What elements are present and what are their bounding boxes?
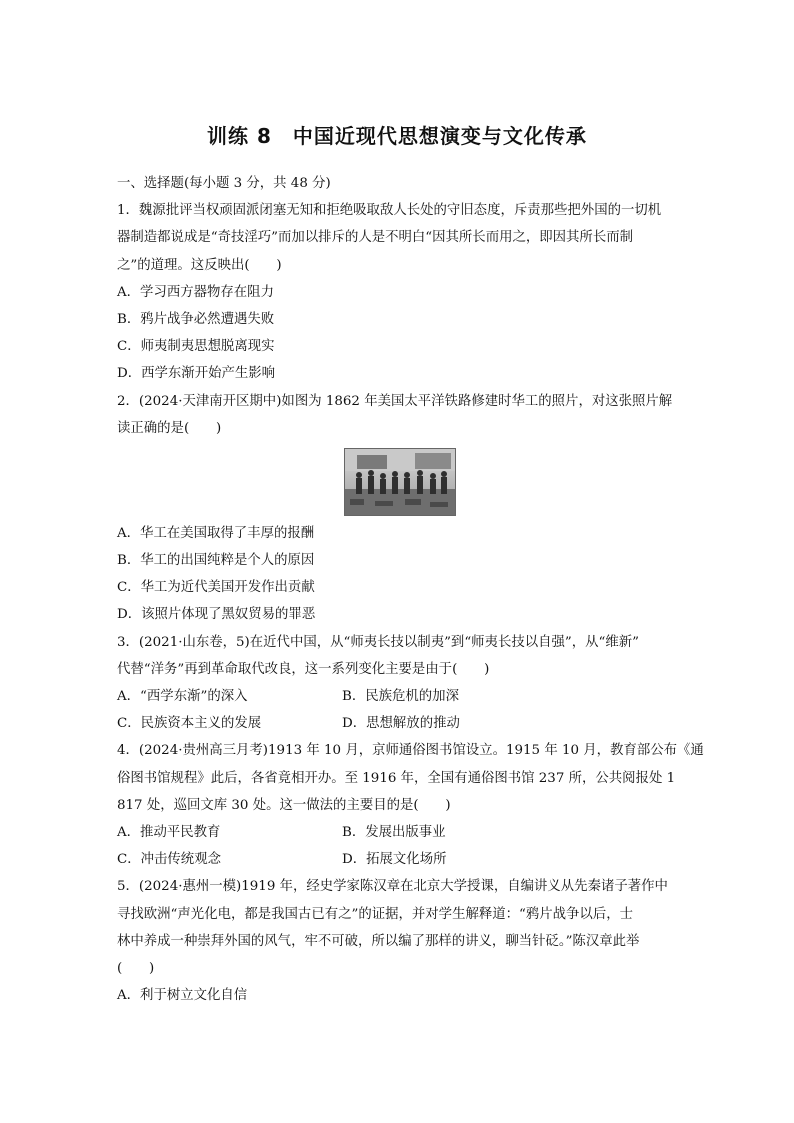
option-a: A．学习西方器物存在阻力 [117, 284, 274, 300]
option-d: D．该照片体现了黑奴贸易的罪恶 [117, 607, 316, 623]
option-c: C．师夷制夷思想脱离现实 [117, 339, 275, 355]
railroad-workers-photo [344, 448, 456, 516]
question-3 [117, 629, 682, 738]
question-text: 寻找欧洲“声光化电，都是我国古已有之”的证据，并对学生解释道：“鸦片战争以后，士 [117, 906, 633, 922]
option-b: B．民族危机的加深 [342, 689, 459, 704]
option-c: C．民族资本主义的发展 [117, 716, 262, 732]
photo-container [117, 442, 682, 520]
question-text: 5．(2024·惠州一模)1919 年，经史学家陈汉章在北京大学授课，自编讲义从先秦诸子著作中 [117, 879, 668, 895]
question-text: 代替“洋务”再到革命取代改良，这一系列变化主要是由于( ) [117, 661, 490, 677]
question-text: 器制造都说成是“奇技淫巧”而加以排斥的人是不明白“因其所长而用之，即因其所长而制 [117, 230, 633, 246]
option-a: A．推动平民教育 [117, 824, 221, 840]
option-a: A．利于树立文化自信 [117, 988, 248, 1004]
question-text: 1．魏源批评当权顽固派闭塞无知和拒绝吸取敌人长处的守旧态度，斥责那些把外国的一切机 [117, 203, 662, 219]
question-text: 之”的道理。这反映出( ) [117, 257, 282, 273]
question-text: 4．(2024·贵州高三月考)1913 年 10 月，京师通俗图书馆设立。1915 年 10 月，教育部公布《通 [117, 743, 704, 759]
question-5 [117, 873, 682, 1009]
option-b: B．鸦片战争必然遭遇失败 [117, 311, 275, 327]
option-b: B．发展出版事业 [342, 824, 446, 840]
question-text: 817 处，巡回文库 30 处。这一做法的主要目的是( ) [117, 797, 451, 813]
question-text: 2．(2024·天津南开区期中)如图为 1862 年美国太平洋铁路修建时华工的照片，对这张照片解 [117, 393, 673, 409]
question-1 [117, 197, 682, 387]
question-2 [117, 388, 682, 629]
question-text: 俗图书馆规程》此后，各省竟相开办。至 1916 年，全国有通俗图书馆 237 所，公共阅报处 1 [117, 770, 676, 786]
page-title: 训练 8 中国近现代思想演变与文化传承 [207, 124, 587, 148]
option-row [117, 819, 682, 846]
option-b: B．华工的出国纯粹是个人的原因 [117, 553, 315, 569]
content [117, 170, 704, 1009]
option-c: C．冲击传统观念 [117, 852, 221, 868]
section-heading: 一、选择题(每小题 3 分，共 48 分) [117, 176, 331, 191]
option-d: D．西学东渐开始产生影响 [117, 366, 276, 382]
option-a: A．“西学东渐”的深入 [117, 689, 248, 704]
question-text: 林中养成一种崇拜外国的风气，牢不可破，所以编了那样的讲义，聊当针砭。”陈汉章此举 [117, 933, 640, 949]
question-text: ( ) [117, 960, 155, 976]
option-d: D．拓展文化场所 [342, 852, 447, 868]
question-text: 读正确的是( ) [117, 420, 222, 436]
option-row [117, 846, 682, 873]
option-a: A．华工在美国取得了丰厚的报酬 [117, 525, 315, 541]
option-d: D．思想解放的推动 [342, 716, 460, 732]
option-row [117, 710, 682, 737]
question-text: 3．(2021·山东卷，5)在近代中国，从“师夷长技以制夷”到“师夷长技以自强”，从“维新” [117, 634, 640, 650]
option-row [117, 683, 682, 710]
option-c: C．华工为近代美国开发作出贡献 [117, 580, 315, 596]
question-4 [117, 737, 704, 873]
